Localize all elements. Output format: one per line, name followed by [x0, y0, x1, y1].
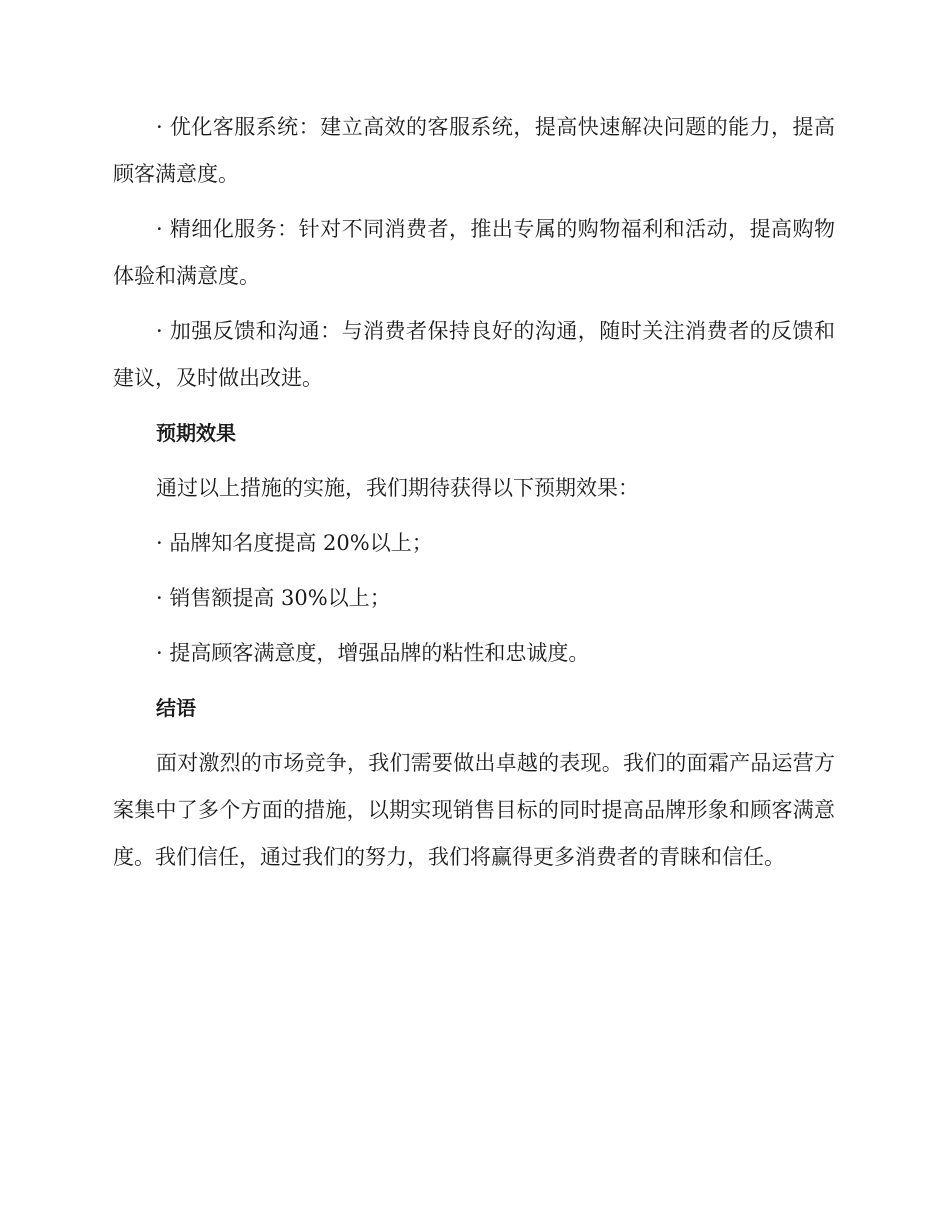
section-heading-conclusion: 结语: [156, 696, 196, 720]
bullet-feedback-communication: · 加强反馈和沟通：与消费者保持良好的沟通，随时关注消费者的反馈和建议，及时做出改进。: [113, 319, 835, 390]
expected-item-brand: · 品牌知名度提高 20%以上；: [156, 531, 433, 555]
expected-item-satisfaction: · 提高顾客满意度，增强品牌的粘性和忠诚度。: [156, 641, 590, 665]
section-heading-expected: 预期效果: [156, 421, 236, 445]
conclusion-text: 面对激烈的市场竞争，我们需要做出卓越的表现。我们的面霜产品运营方案集中了多个方面的措施，以期实现销售目标的同时提高品牌形象和顾客满意度。我们信任，通过我们的努力，我们将赢得更多消费者的青睐和信任。: [113, 751, 835, 869]
document-page: [113, 104, 835, 889]
expected-intro: 通过以上措施的实施，我们期待获得以下预期效果：: [156, 476, 639, 500]
bullet-optimize-service: · 优化客服系统：建立高效的客服系统，提高快速解决问题的能力，提高顾客满意度。: [113, 115, 835, 186]
expected-item-sales: · 销售额提高 30%以上；: [156, 586, 391, 610]
bullet-refined-service: · 精细化服务：针对不同消费者，推出专属的购物福利和活动，提高购物体验和满意度。: [113, 217, 835, 288]
